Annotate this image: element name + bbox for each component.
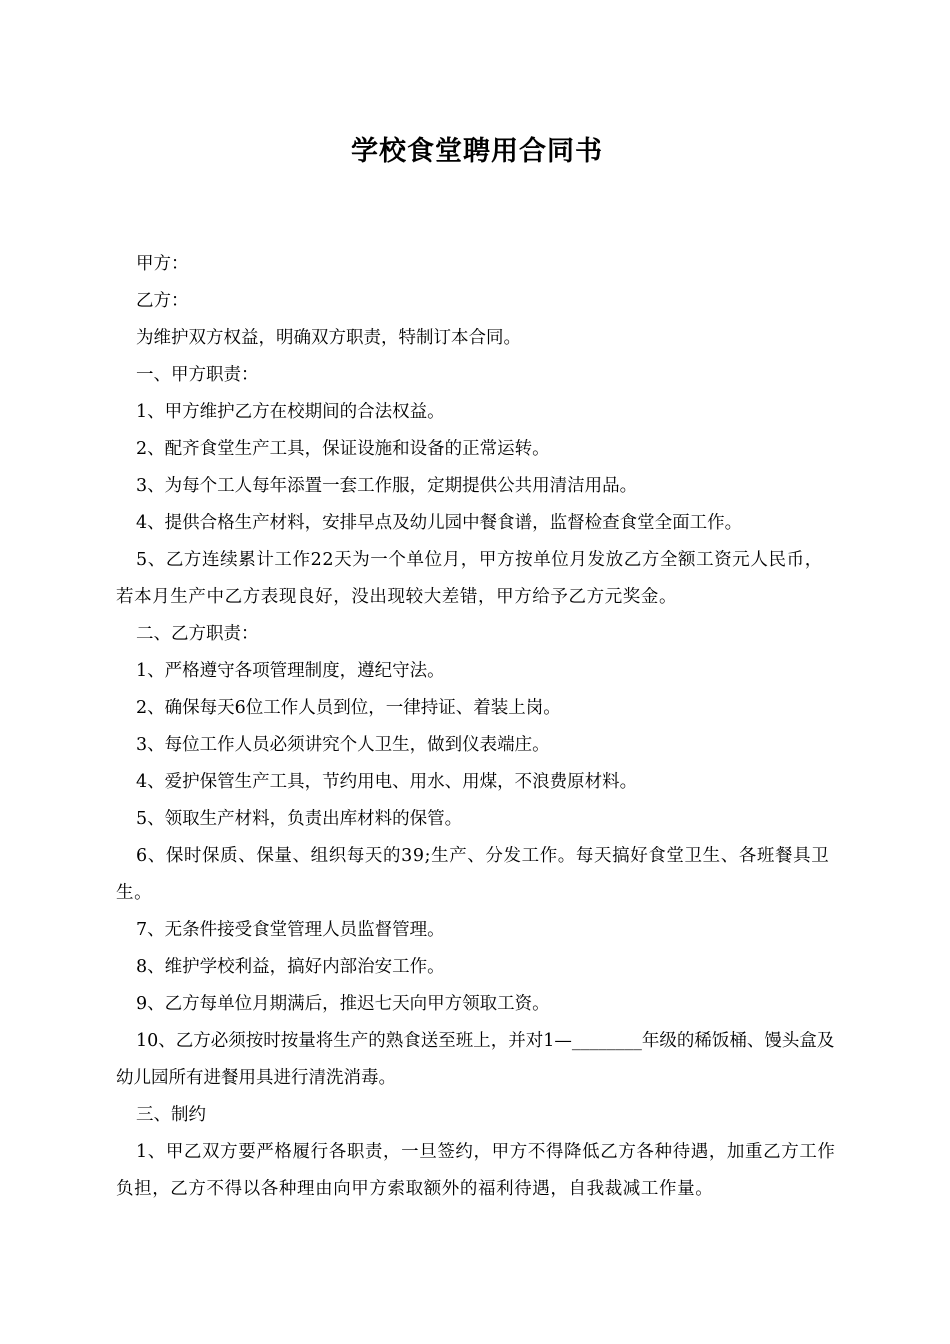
party-b-clause-7: 7、无条件接受食堂管理人员监督管理。 — [136, 920, 445, 940]
party-a-clause-2: 2、配齐食堂生产工具，保证设施和设备的正常运转。 — [136, 439, 550, 459]
party-b-clause-6: 6、保时保质、保量、组织每天的39;生产、分发工作。每天搞好食堂卫生、各班餐具卫生。 — [116, 846, 830, 903]
party-b-clause-8: 8、维护学校利益，搞好内部治安工作。 — [136, 957, 445, 977]
party-a-clause-3: 3、为每个工人每年添置一套工作服，定期提供公共用清洁用品。 — [136, 476, 638, 496]
party-b-clause-5: 5、领取生产材料，负责出库材料的保管。 — [136, 809, 463, 829]
party-b-clause-1: 1、严格遵守各项管理制度，遵纪守法。 — [136, 661, 445, 681]
party-b-line: 乙方： — [136, 291, 189, 311]
party-b-clause-9: 9、乙方每单位月期满后，推迟七天向甲方领取工资。 — [136, 994, 550, 1014]
party-b-clause-3: 3、每位工作人员必须讲究个人卫生，做到仪表端庄。 — [136, 735, 550, 755]
party-a-clause-5: 5、乙方连续累计工作22天为一个单位月，甲方按单位月发放乙方全额工资元人民币，若本月生产中乙方表现良好，没出现较大差错，甲方给予乙方元奖金。 — [116, 550, 823, 607]
document-title: 学校食堂聘用合同书 — [351, 136, 603, 167]
intro-paragraph: 为维护双方权益，明确双方职责，特制订本合同。 — [136, 328, 521, 348]
party-a-clause-4: 4、提供合格生产材料，安排早点及幼儿园中餐食谱，监督检查食堂全面工作。 — [136, 513, 743, 533]
section-heading-party-b: 二、乙方职责： — [136, 624, 259, 644]
document-body — [116, 246, 838, 1208]
constraints-clause-1: 1、甲乙双方要严格履行各职责，一旦签约，甲方不得降低乙方各种待遇，加重乙方工作负担，乙方不得以各种理由向甲方索取额外的福利待遇，自我裁减工作量。 — [116, 1142, 836, 1199]
section-heading-party-a: 一、甲方职责： — [136, 365, 259, 385]
party-a-line: 甲方： — [136, 254, 189, 274]
party-b-clause-2: 2、确保每天6位工作人员到位，一律持证、着装上岗。 — [136, 698, 561, 718]
party-a-clause-1: 1、甲方维护乙方在校期间的合法权益。 — [136, 402, 445, 422]
section-heading-constraints: 三、制约 — [136, 1105, 206, 1125]
party-b-clause-4: 4、爱护保管生产工具，节约用电、用水、用煤，不浪费原材料。 — [136, 772, 638, 792]
party-b-clause-10: 10、乙方必须按时按量将生产的熟食送至班上，并对1—________年级的稀饭桶、馒头盒及幼儿园所有进餐用具进行清洗消毒。 — [116, 1031, 835, 1088]
